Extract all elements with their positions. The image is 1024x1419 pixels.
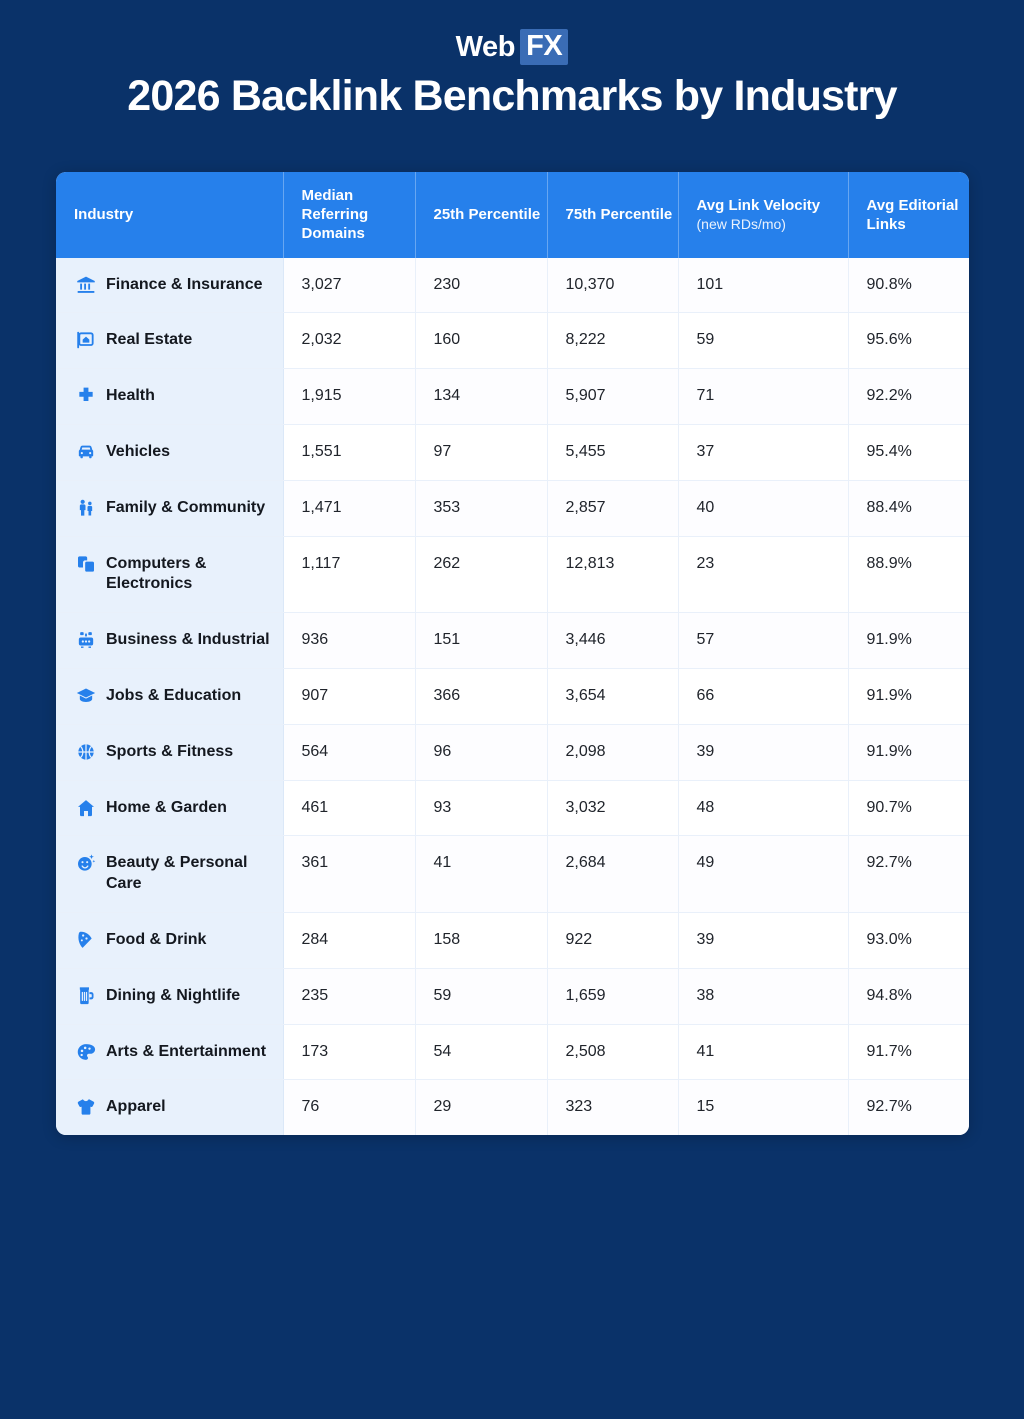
table-row <box>56 480 969 536</box>
cell-avg-editorial-links: 91.9% <box>848 668 969 724</box>
cell-median-referring-domains: 284 <box>283 912 415 968</box>
column-header-label: Avg Link Velocity <box>696 196 821 214</box>
cell-avg-link-velocity: 101 <box>678 258 848 313</box>
palette-icon <box>76 1042 96 1062</box>
cell-25th-percentile: 59 <box>415 968 547 1024</box>
column-header-avg-link-velocity <box>678 172 848 258</box>
cell-avg-editorial-links: 88.4% <box>848 480 969 536</box>
cell-75th-percentile: 2,857 <box>547 480 678 536</box>
cell-avg-editorial-links: 92.2% <box>848 369 969 425</box>
industry-label: Computers & Electronics <box>106 554 207 593</box>
cell-industry <box>56 724 283 780</box>
cell-industry <box>56 480 283 536</box>
industry-label: Business & Industrial <box>106 631 270 649</box>
industry-label: Vehicles <box>106 442 171 460</box>
column-header-label: Avg Editorial Links <box>866 196 959 233</box>
cell-25th-percentile: 93 <box>415 780 547 836</box>
cell-avg-link-velocity: 71 <box>678 369 848 425</box>
bank-icon <box>76 275 96 295</box>
car-icon <box>76 442 96 462</box>
cell-75th-percentile: 8,222 <box>547 313 678 369</box>
cell-median-referring-domains: 2,032 <box>283 313 415 369</box>
cell-75th-percentile: 12,813 <box>547 536 678 613</box>
cell-industry <box>56 836 283 913</box>
cell-75th-percentile: 1,659 <box>547 968 678 1024</box>
cell-75th-percentile: 2,508 <box>547 1024 678 1080</box>
cell-75th-percentile: 10,370 <box>547 258 678 313</box>
column-header-sublabel: (new RDs/mo) <box>696 215 786 232</box>
basketball-icon <box>76 742 96 762</box>
industry-label: Arts & Entertainment <box>106 1042 267 1060</box>
cell-avg-editorial-links: 91.9% <box>848 613 969 669</box>
cell-median-referring-domains: 1,117 <box>283 536 415 613</box>
table-row <box>56 1024 969 1080</box>
table-row <box>56 424 969 480</box>
cell-75th-percentile: 922 <box>547 912 678 968</box>
industry-label: Food & Drink <box>106 930 207 948</box>
cell-avg-link-velocity: 37 <box>678 424 848 480</box>
cell-avg-editorial-links: 90.8% <box>848 258 969 313</box>
cell-25th-percentile: 160 <box>415 313 547 369</box>
cell-avg-link-velocity: 39 <box>678 912 848 968</box>
cell-avg-editorial-links: 93.0% <box>848 912 969 968</box>
cell-avg-link-velocity: 49 <box>678 836 848 913</box>
cell-median-referring-domains: 461 <box>283 780 415 836</box>
brand-fx-badge: FX <box>520 29 568 65</box>
table-row <box>56 1080 969 1135</box>
cell-industry <box>56 912 283 968</box>
cell-avg-link-velocity: 38 <box>678 968 848 1024</box>
cell-75th-percentile: 3,654 <box>547 668 678 724</box>
medical-cross-icon <box>76 386 96 406</box>
brand-web-text: Web <box>455 30 516 63</box>
cell-industry <box>56 668 283 724</box>
cell-25th-percentile: 366 <box>415 668 547 724</box>
cell-avg-editorial-links: 90.7% <box>848 780 969 836</box>
cell-avg-link-velocity: 59 <box>678 313 848 369</box>
benchmark-table <box>56 172 969 1135</box>
cell-avg-link-velocity: 66 <box>678 668 848 724</box>
cell-industry <box>56 369 283 425</box>
column-header-industry <box>56 172 283 258</box>
table-row <box>56 313 969 369</box>
cell-industry <box>56 968 283 1024</box>
table-row <box>56 836 969 913</box>
column-header-75th-percentile <box>547 172 678 258</box>
industry-label: Family & Community <box>106 498 266 516</box>
cell-avg-editorial-links: 95.6% <box>848 313 969 369</box>
industry-label: Sports & Fitness <box>106 742 234 760</box>
cell-avg-link-velocity: 41 <box>678 1024 848 1080</box>
table-row <box>56 369 969 425</box>
beer-mug-icon <box>76 986 96 1006</box>
table-row <box>56 536 969 613</box>
table-header <box>56 172 969 258</box>
table-row <box>56 613 969 669</box>
cell-median-referring-domains: 936 <box>283 613 415 669</box>
industry-label: Apparel <box>106 1098 166 1116</box>
cell-median-referring-domains: 1,915 <box>283 369 415 425</box>
page-title: 2026 Backlink Benchmarks by Industry <box>127 72 897 120</box>
cell-25th-percentile: 96 <box>415 724 547 780</box>
cell-25th-percentile: 353 <box>415 480 547 536</box>
table-row <box>56 668 969 724</box>
cell-avg-link-velocity: 48 <box>678 780 848 836</box>
cell-industry <box>56 780 283 836</box>
beauty-face-icon <box>76 853 96 873</box>
cell-75th-percentile: 5,455 <box>547 424 678 480</box>
tshirt-icon <box>76 1097 96 1117</box>
cell-avg-link-velocity: 15 <box>678 1080 848 1135</box>
graduation-cap-icon <box>76 686 96 706</box>
brand-wordmark <box>456 29 569 65</box>
cell-25th-percentile: 158 <box>415 912 547 968</box>
devices-icon <box>76 554 96 574</box>
column-header-label: 25th Percentile <box>433 206 541 224</box>
cell-avg-editorial-links: 88.9% <box>848 536 969 613</box>
cell-industry <box>56 313 283 369</box>
cell-75th-percentile: 2,684 <box>547 836 678 913</box>
cell-avg-link-velocity: 40 <box>678 480 848 536</box>
column-header-avg-editorial-links <box>848 172 969 258</box>
cell-median-referring-domains: 173 <box>283 1024 415 1080</box>
cell-25th-percentile: 151 <box>415 613 547 669</box>
cell-75th-percentile: 2,098 <box>547 724 678 780</box>
cell-median-referring-domains: 76 <box>283 1080 415 1135</box>
cell-25th-percentile: 230 <box>415 258 547 313</box>
webfx-logo <box>0 29 1024 65</box>
table-header-row <box>56 172 969 258</box>
cell-avg-editorial-links: 92.7% <box>848 836 969 913</box>
industry-label: Finance & Insurance <box>106 275 263 293</box>
cell-median-referring-domains: 3,027 <box>283 258 415 313</box>
cell-25th-percentile: 29 <box>415 1080 547 1135</box>
cell-avg-link-velocity: 57 <box>678 613 848 669</box>
cell-avg-editorial-links: 91.7% <box>848 1024 969 1080</box>
industry-label: Health <box>106 387 155 405</box>
industry-label: Beauty & Personal Care <box>106 854 248 893</box>
cell-avg-editorial-links: 92.7% <box>848 1080 969 1135</box>
real-estate-icon <box>76 330 96 350</box>
cell-75th-percentile: 5,907 <box>547 369 678 425</box>
cell-industry <box>56 258 283 313</box>
family-icon <box>76 498 96 518</box>
table-row <box>56 258 969 313</box>
cell-median-referring-domains: 1,551 <box>283 424 415 480</box>
cell-avg-editorial-links: 91.9% <box>848 724 969 780</box>
cell-avg-link-velocity: 39 <box>678 724 848 780</box>
factory-icon <box>76 630 96 650</box>
table-row <box>56 780 969 836</box>
column-header-label: Industry <box>74 206 134 224</box>
cell-median-referring-domains: 1,471 <box>283 480 415 536</box>
column-header-median-referring-domains <box>283 172 415 258</box>
benchmark-table-card <box>56 172 969 1135</box>
table-row <box>56 968 969 1024</box>
cell-industry <box>56 613 283 669</box>
cell-avg-link-velocity: 23 <box>678 536 848 613</box>
industry-label: Home & Garden <box>106 798 227 816</box>
column-header-label: 75th Percentile <box>565 206 673 224</box>
cell-25th-percentile: 41 <box>415 836 547 913</box>
cell-75th-percentile: 3,446 <box>547 613 678 669</box>
industry-label: Jobs & Education <box>106 686 242 704</box>
cell-median-referring-domains: 564 <box>283 724 415 780</box>
cell-industry <box>56 536 283 613</box>
cell-median-referring-domains: 235 <box>283 968 415 1024</box>
cell-industry <box>56 1080 283 1135</box>
cell-industry <box>56 1024 283 1080</box>
column-header-label: Median Referring Domains <box>301 187 369 243</box>
cell-avg-editorial-links: 95.4% <box>848 424 969 480</box>
industry-label: Real Estate <box>106 331 193 349</box>
cell-75th-percentile: 323 <box>547 1080 678 1135</box>
pizza-slice-icon <box>76 930 96 950</box>
cell-25th-percentile: 97 <box>415 424 547 480</box>
cell-25th-percentile: 262 <box>415 536 547 613</box>
column-header-25th-percentile <box>415 172 547 258</box>
cell-industry <box>56 424 283 480</box>
table-row <box>56 724 969 780</box>
cell-median-referring-domains: 361 <box>283 836 415 913</box>
industry-label: Dining & Nightlife <box>106 986 241 1004</box>
cell-median-referring-domains: 907 <box>283 668 415 724</box>
table-body <box>56 258 969 1136</box>
cell-75th-percentile: 3,032 <box>547 780 678 836</box>
cell-25th-percentile: 134 <box>415 369 547 425</box>
house-icon <box>76 798 96 818</box>
table-row <box>56 912 969 968</box>
cell-25th-percentile: 54 <box>415 1024 547 1080</box>
cell-avg-editorial-links: 94.8% <box>848 968 969 1024</box>
